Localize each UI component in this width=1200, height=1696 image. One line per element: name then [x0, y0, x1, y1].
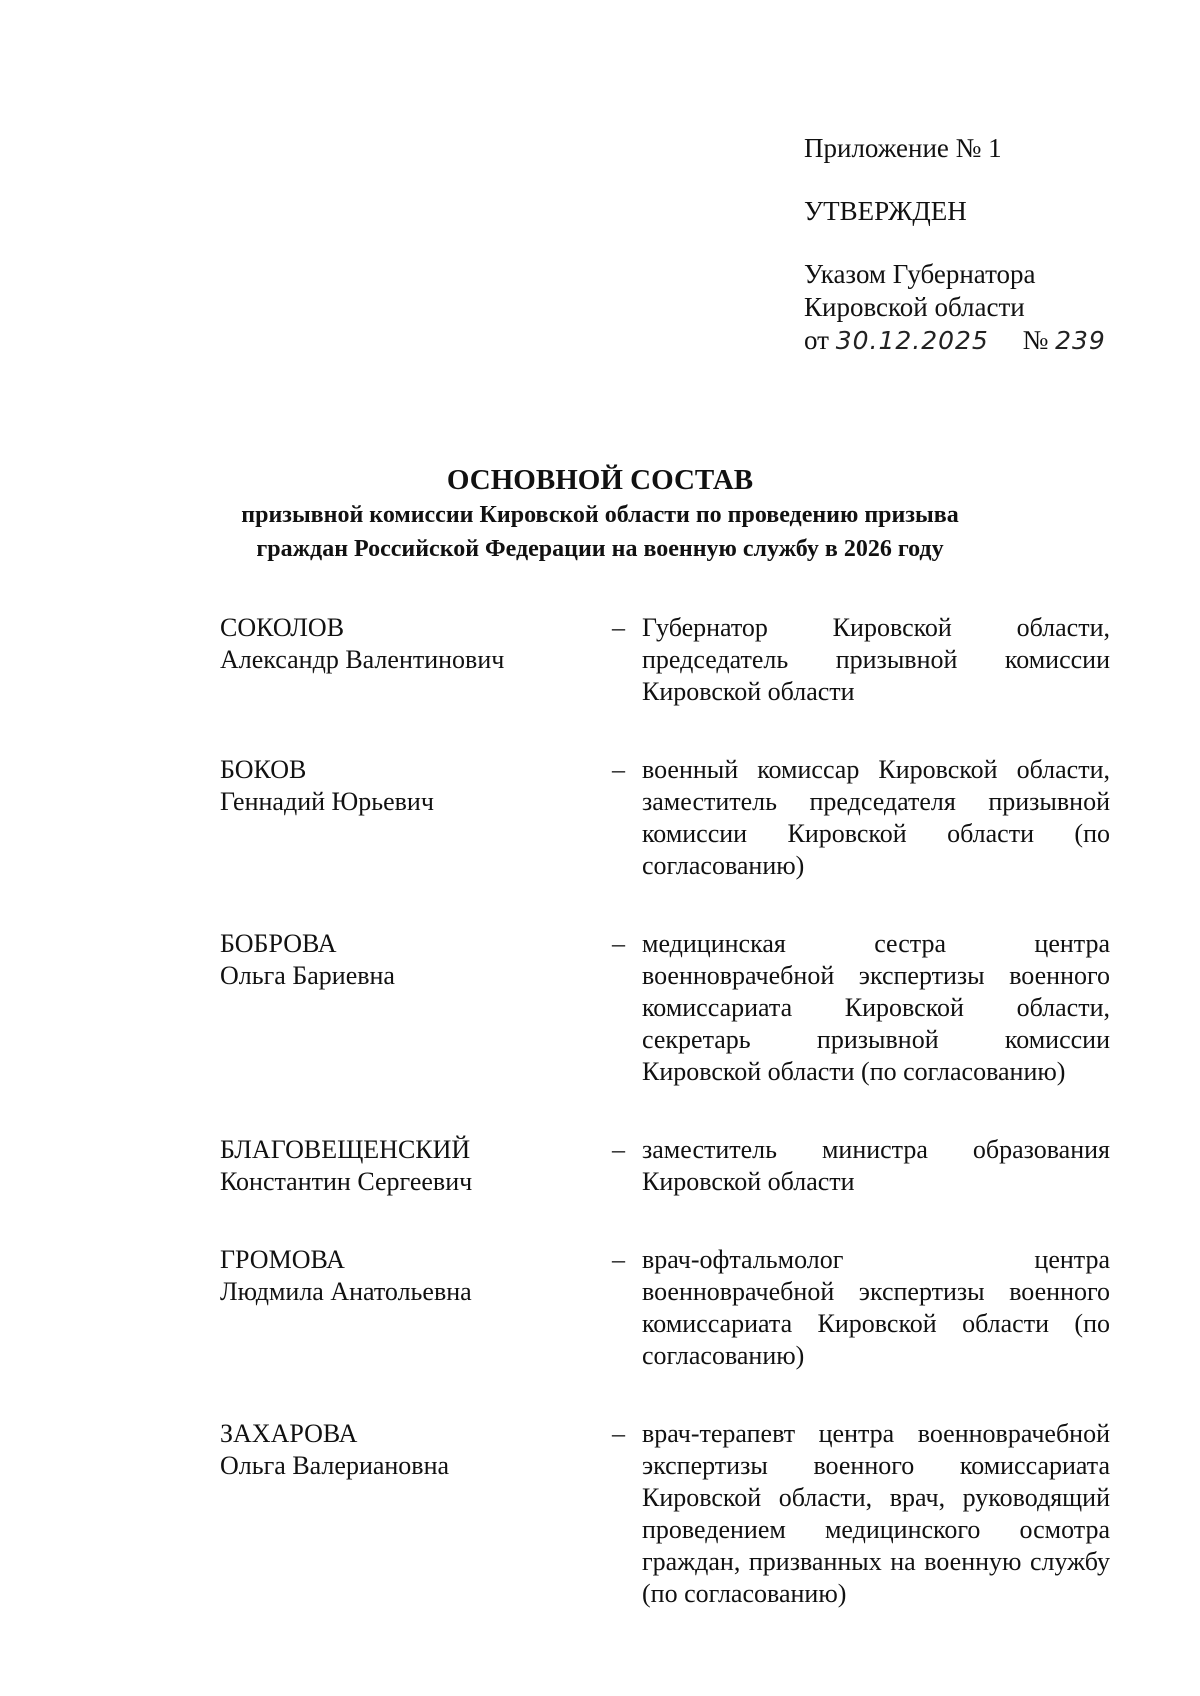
dash-separator: –	[612, 1245, 625, 1274]
member-entry	[220, 1418, 1120, 1610]
member-entry	[220, 612, 1120, 708]
document-title	[160, 462, 1040, 566]
member-entry	[220, 1134, 1120, 1198]
handwritten-number: 239	[1055, 326, 1106, 355]
member-role: медицинская сестра центра военноврачебной экспертизы военного комиссариата Кировской области, секретарь призывной комиссии Кировской области (по согласованию)	[642, 929, 1110, 1086]
members-list	[220, 612, 1120, 1610]
member-given-name: Александр Валентинович	[220, 645, 505, 674]
member-given-name: Людмила Анатольевна	[220, 1277, 472, 1306]
title-sub-line-2: граждан Российской Федерации на военную службу в 2026 году	[256, 536, 944, 562]
appendix-label: Приложение № 1	[804, 133, 1002, 163]
member-role: заместитель министра образования Кировской области	[642, 1135, 1110, 1196]
member-role: врач-офтальмолог центра военноврачебной экспертизы военного комиссариата Кировской области (по согласованию)	[642, 1245, 1110, 1370]
member-surname: БОКОВ	[220, 755, 307, 784]
member-surname: БОБРОВА	[220, 929, 337, 958]
member-given-name: Ольга Бариевна	[220, 961, 395, 990]
member-role: врач-терапевт центра военноврачебной экспертизы военного комиссариата Кировской области, врач, руководящий проведением медицинского осмотра граждан, призванных на военную службу (по согласованию)	[642, 1419, 1110, 1608]
title-main: ОСНОВНОЙ СОСТАВ	[446, 464, 754, 496]
decree-line-2: Кировской области	[804, 292, 1025, 322]
title-sub-line-1: призывной комиссии Кировской области по проведению призыва	[241, 502, 959, 528]
member-surname: ЗАХАРОВА	[220, 1419, 358, 1448]
decree-line-1: Указом Губернатора	[804, 259, 1036, 289]
member-name	[220, 928, 612, 1088]
dash-separator: –	[612, 613, 625, 642]
member-given-name: Ольга Валериановна	[220, 1451, 450, 1480]
member-entry	[220, 928, 1120, 1088]
dash-separator: –	[612, 1135, 625, 1164]
member-name	[220, 1134, 612, 1198]
handwritten-date: 30.12.2025	[835, 326, 989, 355]
member-surname: БЛАГОВЕЩЕНСКИЙ	[220, 1135, 471, 1164]
member-entry	[220, 1244, 1120, 1372]
number-prefix: №	[1022, 325, 1049, 355]
dash-separator: –	[612, 929, 625, 958]
decree-date-number	[804, 324, 1106, 357]
member-surname: СОКОЛОВ	[220, 613, 345, 642]
member-entry	[220, 754, 1120, 882]
member-surname: ГРОМОВА	[220, 1245, 345, 1274]
member-given-name: Геннадий Юрьевич	[220, 787, 434, 816]
member-name	[220, 612, 612, 708]
member-role: Губернатор Кировской области, председатель призывной комиссии Кировской области	[642, 613, 1110, 706]
member-role: военный комиссар Кировской области, заместитель председателя призывной комиссии Кировской области (по согласованию)	[642, 755, 1110, 880]
member-name	[220, 754, 612, 882]
approved-label: УТВЕРЖДЕН	[804, 196, 967, 226]
member-name	[220, 1418, 612, 1610]
approval-block	[804, 132, 1106, 357]
dash-separator: –	[612, 1419, 625, 1448]
dash-separator: –	[612, 755, 625, 784]
member-given-name: Константин Сергеевич	[220, 1167, 473, 1196]
member-name	[220, 1244, 612, 1372]
date-prefix: от	[804, 325, 829, 355]
